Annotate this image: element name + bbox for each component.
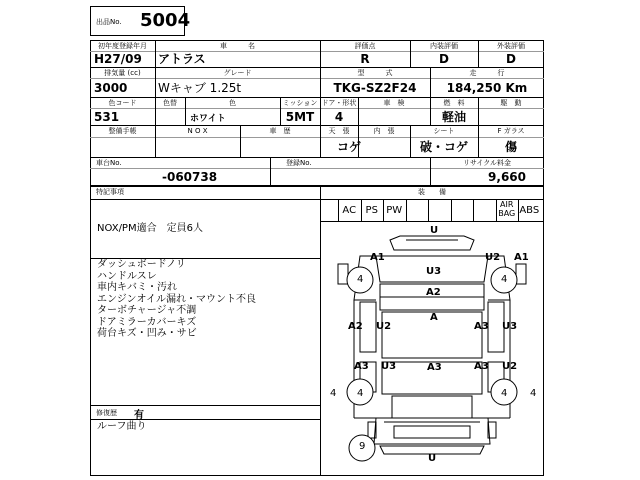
color-label: 色	[229, 99, 236, 107]
car-name-value: アトラス	[158, 52, 206, 66]
first-reg-label: 初年度登録年月	[98, 42, 147, 50]
notes-label: 特記事項	[96, 188, 124, 196]
fuel-label: 燃 料	[443, 99, 465, 107]
note-line: ドアミラーカバーキズ	[97, 316, 197, 328]
note-line: ダッシュボードノリ	[97, 259, 186, 270]
color-change-label: 色替	[163, 99, 177, 107]
tire-rating: 4	[357, 274, 364, 285]
note-line: ターボチャージャ不調	[97, 305, 197, 316]
chassis-no-label: 車台No.	[96, 159, 122, 167]
recycle-fee-label: リサイクル料金	[462, 159, 512, 167]
model-value: TKG-SZ2F24	[333, 81, 417, 95]
repair-label: 修復歴	[96, 409, 117, 417]
transmission-label: ミッション	[282, 99, 318, 107]
damage-mark: A1	[370, 252, 385, 263]
doors-label: ドア・形状	[321, 99, 357, 107]
displacement-value: 3000	[94, 81, 128, 95]
score-value: R	[360, 52, 370, 66]
lot-number: 5004	[140, 10, 191, 31]
transmission-value: 5MT	[285, 110, 315, 124]
damage-mark: A3	[427, 362, 442, 373]
color-code-value: 531	[94, 110, 120, 124]
equipment-cell: PW	[386, 205, 403, 216]
damage-mark: A3	[474, 321, 489, 332]
drive-label: 駆 動	[500, 99, 522, 107]
exterior-value: D	[506, 52, 516, 66]
damage-mark: A1	[514, 252, 529, 263]
equipment-cell: AIR BAG	[498, 200, 516, 218]
color-value: ホワイト	[190, 114, 226, 124]
tire-rating: 9	[359, 441, 366, 452]
mileage-label: 走 行	[469, 69, 505, 77]
note-line: 車内キバミ・汚れ	[97, 282, 177, 293]
tire-rating: 4	[501, 388, 508, 399]
damage-mark: U	[428, 453, 437, 464]
fuel-value: 軽油	[441, 110, 466, 124]
tire-rating: 4	[501, 274, 508, 285]
history-label: 車 歴	[269, 127, 291, 135]
recycle-fee-value: 9,660	[488, 170, 526, 184]
score-label: 評価点	[354, 42, 376, 50]
note-line: 荷台キズ・凹み・サビ	[97, 328, 197, 339]
doors-value: 4	[334, 110, 344, 124]
chassis-no-value: -060738	[162, 170, 218, 184]
tire-rating: 4	[357, 388, 364, 399]
reg-no-label: 登録No.	[286, 159, 312, 167]
mileage-value: 184,250 Km	[446, 81, 528, 95]
repair-note: ルーフ曲り	[97, 421, 147, 432]
model-label: 型 式	[357, 69, 393, 77]
damage-mark: U3	[381, 361, 397, 372]
equipment-cell: AC	[342, 205, 357, 216]
displacement-label: 排気量 (cc)	[104, 69, 141, 77]
tire-rating: 4	[530, 388, 537, 399]
glass-label: F ガラス	[497, 127, 525, 135]
tire-rating: 4	[330, 388, 337, 399]
note-line: エンジンオイル漏れ・マウント不良	[97, 293, 256, 305]
maintenance-label: 整備手帳	[108, 127, 137, 135]
seat-value: 破・コゲ	[419, 140, 468, 154]
interior-label: 内装評価	[430, 42, 458, 50]
grade-value: Wキャブ 1.25t	[158, 81, 242, 95]
color-code-label: 色コード	[108, 99, 137, 107]
damage-mark: U3	[426, 266, 442, 277]
vehicle-damage-diagram	[320, 222, 544, 476]
car-name-label: 車 名	[220, 42, 255, 50]
interior-trim-label: 内 張	[373, 127, 395, 135]
lot-label: 出品No.	[96, 18, 122, 26]
glass-value: 傷	[504, 140, 517, 154]
grade-label: グレード	[223, 69, 252, 77]
damage-mark: A	[430, 312, 438, 323]
seat-label: シート	[433, 127, 455, 135]
damage-mark: U2	[376, 321, 392, 332]
exterior-label: 外装評価	[497, 42, 525, 50]
first-reg-value: H27/09	[94, 52, 142, 66]
ceiling-value: コゲ	[336, 140, 361, 154]
ceiling-label: 天 張	[328, 127, 350, 135]
interior-value: D	[439, 52, 449, 66]
note-line: ハンドルスレ	[97, 270, 157, 282]
equipment-label: 装 備	[418, 188, 446, 196]
equipment-cell: PS	[365, 205, 378, 216]
damage-mark: A3	[354, 361, 369, 372]
nox-label: N O X	[187, 127, 208, 135]
damage-mark: A3	[474, 361, 489, 372]
damage-mark: A2	[426, 287, 441, 298]
inspection-label: 車 検	[383, 99, 405, 107]
damage-mark: U3	[502, 321, 518, 332]
note-line-top: NOX/PM適合 定員6人	[97, 223, 203, 234]
repair-value: 有	[134, 410, 144, 421]
damage-mark: A2	[348, 321, 363, 332]
equipment-cell: ABS	[519, 205, 540, 216]
damage-mark: U2	[502, 361, 518, 372]
damage-mark: U	[430, 225, 439, 236]
damage-mark: U2	[485, 252, 501, 263]
